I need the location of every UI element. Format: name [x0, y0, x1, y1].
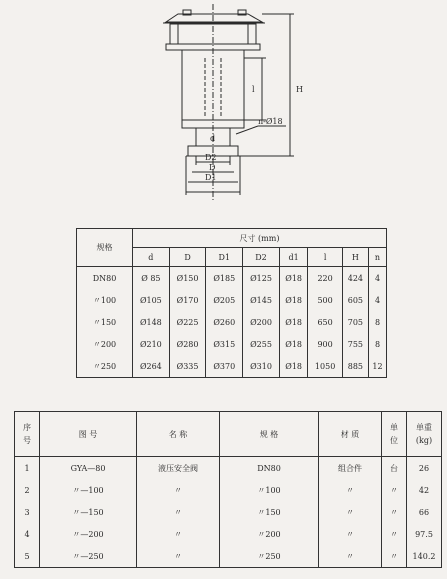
weight-header: 单重 (kg)	[407, 412, 442, 457]
unit-cell: 〃	[382, 501, 407, 523]
table-row	[15, 545, 442, 568]
value-cell: 220	[308, 267, 342, 290]
spec-cell: 〃150	[77, 311, 133, 333]
value-cell: 900	[308, 333, 342, 355]
value-cell: Ø200	[243, 311, 280, 333]
table-row	[77, 311, 387, 333]
valve-drawing	[0, 0, 447, 215]
material-cell: 组合件	[319, 457, 382, 480]
spec-cell: 〃100	[220, 479, 319, 501]
value-cell: 705	[342, 311, 368, 333]
value-cell: 8	[368, 311, 386, 333]
name-cell: 〃	[137, 523, 220, 545]
value-cell: 500	[308, 289, 342, 311]
unit-header: 单 位	[382, 412, 407, 457]
value-cell: Ø225	[169, 311, 206, 333]
label-n-phi18: n-Ø18	[258, 117, 283, 126]
col-header: H	[342, 248, 368, 267]
spec-cell: 〃200	[220, 523, 319, 545]
spec-cell: 〃150	[220, 501, 319, 523]
label-D1: D1	[205, 173, 217, 182]
spec-header: 规格	[77, 229, 133, 267]
value-cell: Ø18	[279, 311, 308, 333]
drawing-no-cell: 〃—100	[40, 479, 137, 501]
spec-header: 规 格	[220, 412, 319, 457]
table-row	[15, 523, 442, 545]
label-D2: D2	[205, 153, 217, 162]
value-cell: Ø18	[279, 289, 308, 311]
unit-cell: 〃	[382, 545, 407, 568]
index-cell: 1	[15, 457, 40, 480]
material-cell: 〃	[319, 479, 382, 501]
drawing-no-header: 图 号	[40, 412, 137, 457]
weight-cell: 140.2	[407, 545, 442, 568]
col-header: D	[169, 248, 206, 267]
value-cell: Ø260	[206, 311, 243, 333]
index-cell: 5	[15, 545, 40, 568]
name-cell: 液压安全阀	[137, 457, 220, 480]
drawing-no-cell: 〃—150	[40, 501, 137, 523]
material-cell: 〃	[319, 501, 382, 523]
col-header: D1	[206, 248, 243, 267]
value-cell: Ø185	[206, 267, 243, 290]
drawing-no-cell: GYA—80	[40, 457, 137, 480]
drawing-no-cell: 〃—200	[40, 523, 137, 545]
material-header: 材 质	[319, 412, 382, 457]
value-cell: Ø335	[169, 355, 206, 378]
weight-cell: 42	[407, 479, 442, 501]
value-cell: Ø148	[133, 311, 170, 333]
spec-cell: 〃100	[77, 289, 133, 311]
unit-cell: 〃	[382, 479, 407, 501]
table-row	[77, 267, 387, 290]
index-header: 序 号	[15, 412, 40, 457]
drawing-no-cell: 〃—250	[40, 545, 137, 568]
value-cell: 605	[342, 289, 368, 311]
spec-cell: 〃250	[77, 355, 133, 378]
spec-cell: DN80	[220, 457, 319, 480]
index-cell: 3	[15, 501, 40, 523]
value-cell: Ø255	[243, 333, 280, 355]
table-row	[15, 457, 442, 480]
value-cell: Ø18	[279, 267, 308, 290]
weight-cell: 26	[407, 457, 442, 480]
table-row	[15, 501, 442, 523]
material-cell: 〃	[319, 523, 382, 545]
valve-cap	[166, 14, 262, 22]
value-cell: Ø170	[169, 289, 206, 311]
col-header: d	[133, 248, 170, 267]
value-cell: 4	[368, 289, 386, 311]
name-header: 名 称	[137, 412, 220, 457]
value-cell: Ø210	[133, 333, 170, 355]
name-cell: 〃	[137, 479, 220, 501]
value-cell: 1050	[308, 355, 342, 378]
value-cell: Ø18	[279, 355, 308, 378]
label-d: d	[210, 134, 216, 143]
index-cell: 4	[15, 523, 40, 545]
value-cell: Ø125	[243, 267, 280, 290]
weight-cell: 66	[407, 501, 442, 523]
spec-cell: DN80	[77, 267, 133, 290]
value-cell: 650	[308, 311, 342, 333]
table-row	[77, 355, 387, 378]
col-header: D2	[243, 248, 280, 267]
spec-cell: 〃200	[77, 333, 133, 355]
label-D: D	[209, 163, 216, 172]
value-cell: Ø315	[206, 333, 243, 355]
value-cell: Ø105	[133, 289, 170, 311]
value-cell: Ø264	[133, 355, 170, 378]
value-cell: Ø370	[206, 355, 243, 378]
table-row	[77, 333, 387, 355]
value-cell: Ø 85	[133, 267, 170, 290]
value-cell: Ø280	[169, 333, 206, 355]
material-cell: 〃	[319, 545, 382, 568]
name-cell: 〃	[137, 501, 220, 523]
col-header: l	[308, 248, 342, 267]
col-header: n	[368, 248, 386, 267]
label-l: l	[252, 85, 255, 94]
table-row	[77, 289, 387, 311]
value-cell: Ø310	[243, 355, 280, 378]
value-cell: 424	[342, 267, 368, 290]
value-cell: 885	[342, 355, 368, 378]
label-H: H	[296, 85, 303, 94]
value-cell: 12	[368, 355, 386, 378]
value-cell: Ø205	[206, 289, 243, 311]
table-row	[15, 479, 442, 501]
index-cell: 2	[15, 479, 40, 501]
unit-cell: 〃	[382, 523, 407, 545]
value-cell: Ø18	[279, 333, 308, 355]
col-header: d1	[279, 248, 308, 267]
value-cell: Ø145	[243, 289, 280, 311]
value-cell: 755	[342, 333, 368, 355]
spec-cell: 〃250	[220, 545, 319, 568]
parts-table	[14, 411, 442, 568]
value-cell: 8	[368, 333, 386, 355]
unit-cell: 台	[382, 457, 407, 480]
size-header: 尺寸 (mm)	[133, 229, 387, 248]
weight-cell: 97.5	[407, 523, 442, 545]
name-cell: 〃	[137, 545, 220, 568]
dimensions-table	[76, 228, 387, 378]
value-cell: 4	[368, 267, 386, 290]
value-cell: Ø150	[169, 267, 206, 290]
